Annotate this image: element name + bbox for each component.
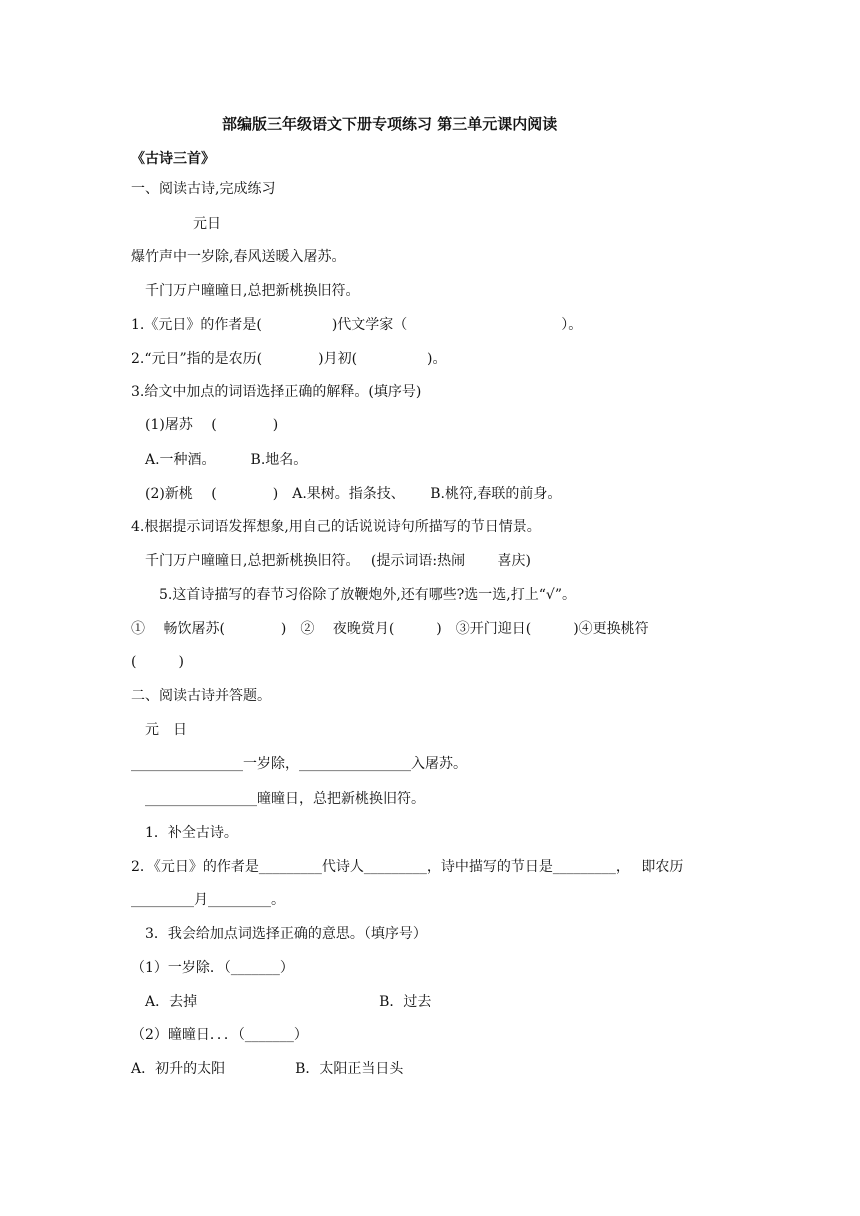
part2-question-3: 3．我会给加点词选择正确的意思。（填序号） (145, 926, 427, 942)
document-title: 部编版三年级语文下册专项练习 第三单元课内阅读 (222, 115, 558, 133)
part2-question-1: 1．补全古诗。 (145, 825, 238, 841)
part1-question-5: 5.这首诗描写的春节习俗除了放鞭炮外,还有哪些?选一选,打上“√”。 (159, 587, 576, 603)
part2-question-3-1-options: A．去掉 B．过去 (145, 994, 432, 1010)
part1-question-1: 1.《元日》的作者是( )代文学家（ ）。 (131, 317, 583, 333)
part2-question-3-2: （2）曈曈日．．．（_______） (131, 1027, 308, 1043)
part1-question-4-line: 千门万户曈曈日,总把新桃换旧符。 (提示词语:热闹 喜庆) (145, 553, 531, 569)
part1-question-2: 2.“元日”指的是农历( )月初( )。 (131, 351, 447, 367)
part2-question-3-2-options: A．初升的太阳 B．太阳正当日头 (131, 1061, 404, 1077)
part1-question-3-1: (1)屠苏 ( ) (145, 417, 279, 433)
part2-question-2-continuation: _________月_________。 (131, 892, 285, 908)
part1-question-3: 3.给文中加点的词语选择正确的解释。(填序号) (131, 384, 422, 400)
part2-poem-title: 元 日 (145, 722, 187, 738)
part1-heading: 一、阅读古诗,完成练习 (131, 181, 276, 197)
part1-question-3-1-options: A.一种酒。 B.地名。 (145, 452, 308, 468)
part2-poem-line1: ________________一岁除，________________入屠苏。 (131, 756, 467, 772)
part1-poem-title: 元日 (193, 216, 221, 232)
part1-poem-line1: 爆竹声中一岁除,春风送暖入屠苏。 (131, 249, 346, 265)
part1-question-4: 4.根据提示词语发挥想象,用自己的话说说诗句所描写的节日情景。 (131, 519, 541, 535)
part1-question-5-continuation: ( ) (131, 654, 184, 670)
part2-poem-line2: ________________曈曈日，总把新桃换旧符。 (145, 791, 425, 807)
section-title: 《古诗三首》 (131, 151, 215, 167)
part1-question-3-2: (2)新桃 ( ) A.果树。指条技、 B.桃符,春联的前身。 (145, 486, 562, 502)
part2-heading: 二、阅读古诗并答题。 (131, 688, 271, 704)
part1-question-5-options: ① 畅饮屠苏( ) ② 夜晚赏月( ) ③开门迎日( )④更换桃符 (131, 621, 649, 637)
part2-question-3-1: （1）一岁除．（_______） (131, 960, 294, 976)
part1-poem-line2: 千门万户曈曈日,总把新桃换旧符。 (145, 283, 360, 299)
part2-question-2: 2．《元日》的作者是_________代诗人_________，诗中描写的节日是_________， 即农历 (131, 859, 684, 875)
